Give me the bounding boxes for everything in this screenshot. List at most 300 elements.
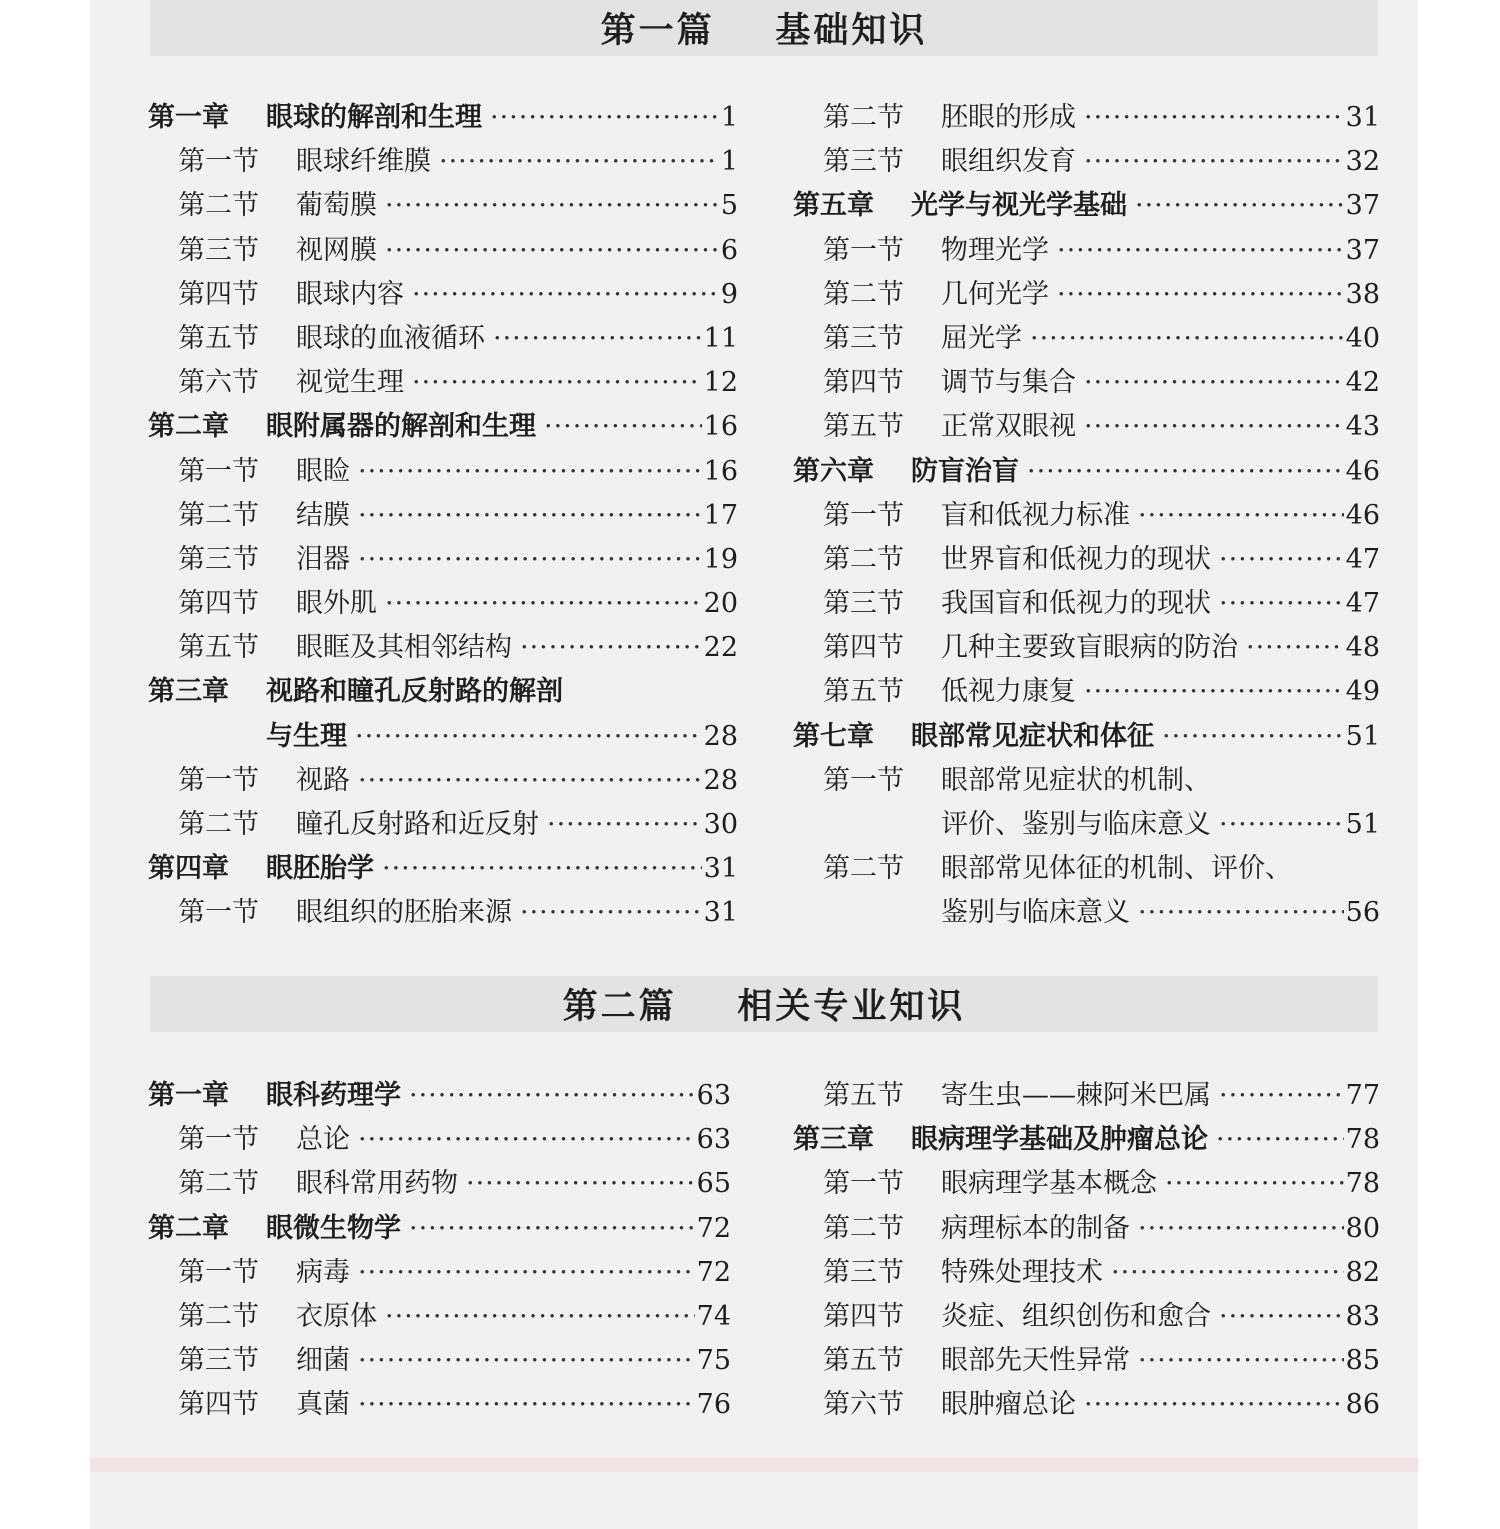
page-number: 5: [720, 190, 738, 222]
entry-number: 第二章: [148, 1212, 229, 1244]
page-number: 37: [1345, 234, 1380, 266]
dot-leader: [1084, 1383, 1344, 1427]
page-number: 31: [703, 897, 738, 929]
toc-section-entry: [793, 96, 1380, 140]
entry-title: 病毒: [296, 1256, 350, 1288]
toc-section-entry: [148, 1295, 731, 1339]
entry-number: 第四节: [178, 588, 259, 620]
toc-entry-line: [178, 626, 738, 670]
page-number: 28: [703, 720, 738, 752]
entry-number: 第四节: [823, 632, 904, 664]
toc-section-entry: [148, 1339, 731, 1383]
entry-title: 视路和瞳孔反射路的解剖: [266, 676, 563, 708]
page-number: 77: [1345, 1080, 1380, 1111]
entry-number: 第二节: [178, 499, 259, 531]
toc-column-left: [148, 96, 738, 936]
entry-title: 调节与集合: [941, 367, 1076, 399]
entry-title: 眼部常见症状和体征: [911, 720, 1154, 752]
toc-entry-line: [823, 1339, 1380, 1383]
entry-title: 寄生虫——棘阿米巴属: [941, 1080, 1211, 1111]
toc-chapter-entry: [148, 96, 738, 140]
page-number: 16: [703, 455, 738, 487]
page-number: 11: [703, 322, 738, 354]
dot-leader: [1084, 96, 1344, 140]
page-number: 80: [1345, 1212, 1380, 1244]
toc-entry-line: [823, 1207, 1380, 1251]
toc-section-entry: [148, 450, 738, 494]
page-number: 47: [1345, 588, 1380, 620]
page-number: 19: [703, 543, 738, 575]
entry-number: 第五节: [823, 1345, 904, 1377]
entry-number: 第五节: [178, 322, 259, 354]
entry-number: 第三节: [178, 543, 259, 575]
toc-entry-line: [148, 670, 738, 714]
entry-number: 第五节: [823, 411, 904, 443]
entry-title: 眼睑: [296, 455, 350, 487]
entry-title: 眼部先天性异常: [941, 1345, 1130, 1377]
dot-leader: [1057, 273, 1344, 317]
entry-number: 第三节: [823, 1256, 904, 1288]
toc-section-entry: [148, 891, 738, 935]
entry-title: 视觉生理: [296, 367, 404, 399]
page-number: 72: [696, 1256, 731, 1288]
page-number: 1: [720, 102, 738, 133]
page-number: 63: [696, 1080, 731, 1111]
entry-title: 真菌: [296, 1389, 350, 1421]
toc-chapter-entry: [148, 847, 738, 891]
entry-title: 眼球的血液循环: [296, 322, 485, 354]
page-number: 78: [1345, 1124, 1380, 1156]
toc-section-entry: [148, 803, 738, 847]
toc-entry-line: [793, 1118, 1380, 1162]
toc-section-entry: [148, 1251, 731, 1295]
dot-leader: [358, 538, 702, 582]
toc-entry-line: [178, 1251, 731, 1295]
page-number: 42: [1345, 367, 1380, 399]
entry-number: 第一章: [148, 102, 229, 133]
toc-entry-line: [178, 229, 738, 273]
entry-number: 第五节: [823, 676, 904, 708]
toc-section-entry: [148, 759, 738, 803]
entry-number: 第二节: [823, 278, 904, 310]
entry-title: 眼球内容: [296, 278, 404, 310]
entry-number: 第二节: [823, 853, 904, 885]
toc-section-entry: [148, 1118, 731, 1162]
dot-leader: [382, 847, 702, 891]
entry-number: 第四节: [178, 1389, 259, 1421]
page-number: 75: [696, 1345, 731, 1377]
dot-leader: [358, 494, 702, 538]
dot-leader: [355, 715, 702, 759]
entry-title: 物理光学: [941, 234, 1049, 266]
entry-title: 眼微生物学: [266, 1212, 401, 1244]
toc-entry-line: [178, 317, 738, 361]
page-number: 76: [696, 1389, 731, 1421]
dot-leader: [1084, 670, 1344, 714]
toc-section-entry: [148, 273, 738, 317]
page-number: 16: [703, 411, 738, 443]
toc-entry-line: [178, 1383, 731, 1427]
toc-entry-line: [823, 1383, 1380, 1427]
entry-title: 眼组织的胚胎来源: [296, 897, 512, 929]
toc-entry-line: [178, 1339, 731, 1383]
entry-number: 第七章: [793, 720, 874, 752]
toc-entry-line: [178, 759, 738, 803]
dot-leader: [520, 891, 702, 935]
entry-number: 第四章: [148, 853, 229, 885]
entry-title: 鉴别与临床意义: [941, 897, 1130, 929]
entry-title: 眼外肌: [296, 588, 377, 620]
entry-title: 特殊处理技术: [941, 1256, 1103, 1288]
toc-entry-line: [178, 450, 738, 494]
entry-number: 第三节: [823, 146, 904, 178]
toc-chapter-entry: [793, 184, 1380, 228]
toc-chapter-entry: [148, 1074, 731, 1118]
toc-chapter-entry: [793, 450, 1380, 494]
dot-leader: [412, 273, 719, 317]
toc-entry-line: [823, 626, 1380, 670]
entry-number: 第五节: [178, 632, 259, 664]
toc-section-entry: [793, 582, 1380, 626]
toc-section-entry: [793, 670, 1380, 714]
dot-leader: [1246, 626, 1344, 670]
toc-column-right: [793, 96, 1380, 936]
entry-number: 第三节: [178, 1345, 259, 1377]
dot-leader: [1030, 317, 1344, 361]
toc-section-entry: [148, 1383, 731, 1427]
toc-section-entry: [793, 803, 1380, 847]
entry-title: 眼胚胎学: [266, 853, 374, 885]
dot-leader: [1162, 715, 1344, 759]
toc-entry-line: [178, 538, 738, 582]
entry-title: 几种主要致盲眼病的防治: [941, 632, 1238, 664]
toc-section-entry: [793, 1339, 1380, 1383]
paper-edge-strip: [90, 1458, 1418, 1472]
dot-leader: [1084, 405, 1344, 449]
toc-entry-line: [941, 891, 1380, 935]
dot-leader: [1135, 184, 1344, 228]
page-number: 48: [1345, 632, 1380, 664]
page-number: 9: [720, 278, 738, 310]
entry-title: 泪器: [296, 543, 350, 575]
toc-entry-line: [178, 1162, 731, 1206]
dot-leader: [544, 405, 702, 449]
toc-section-entry: [148, 626, 738, 670]
dot-leader: [1138, 1207, 1344, 1251]
entry-title: 正常双眼视: [941, 411, 1076, 443]
dot-leader: [385, 184, 719, 228]
entry-title: 胚眼的形成: [941, 102, 1076, 133]
dot-leader: [358, 759, 702, 803]
toc-section-entry: [148, 1162, 731, 1206]
entry-title: 瞳孔反射路和近反射: [296, 809, 539, 840]
dot-leader: [358, 1118, 695, 1162]
dot-leader: [409, 1207, 695, 1251]
entry-title: 眼球纤维膜: [296, 146, 431, 178]
entry-number: 第五节: [823, 1080, 904, 1111]
toc-section-entry: [148, 538, 738, 582]
toc-entry-line: [823, 538, 1380, 582]
entry-number: 第二节: [823, 1212, 904, 1244]
toc-entry-line: [823, 405, 1380, 449]
dot-leader: [1138, 494, 1344, 538]
dot-leader: [358, 1339, 695, 1383]
toc-section-entry: [793, 626, 1380, 670]
dot-leader: [409, 1074, 695, 1118]
entry-number: 第二节: [178, 1300, 259, 1332]
dot-leader: [1057, 229, 1344, 273]
toc-chapter-entry: [148, 1207, 731, 1251]
toc-chapter-entry: [148, 405, 738, 449]
dot-leader: [1084, 140, 1344, 184]
toc-section-entry: [793, 317, 1380, 361]
part-title: 第二篇 相关专业知识: [562, 986, 966, 1027]
dot-leader: [385, 229, 719, 273]
entry-title: 眼部常见体征的机制、评价、: [941, 853, 1292, 885]
toc-entry-line: [178, 582, 738, 626]
toc-entry-line: [823, 670, 1380, 714]
toc-section-entry: [148, 494, 738, 538]
entry-number: 第一节: [178, 146, 259, 178]
entry-title: 光学与视光学基础: [911, 190, 1127, 222]
toc-section-entry: [793, 1207, 1380, 1251]
entry-number: 第一节: [823, 764, 904, 796]
toc-section-entry: [793, 1251, 1380, 1295]
toc-entry-line: [823, 759, 1380, 803]
toc-section-entry: [148, 317, 738, 361]
toc-entry-line: [941, 803, 1380, 847]
toc-entry-line: [178, 803, 738, 847]
part-heading-band: [150, 0, 1378, 56]
toc-entry-line: [178, 1295, 731, 1339]
toc-section-entry: [148, 715, 738, 759]
entry-number: 第二节: [823, 543, 904, 575]
toc-entry-line: [148, 405, 738, 449]
toc-entry-line: [823, 273, 1380, 317]
toc-section-entry: [793, 229, 1380, 273]
dot-leader: [412, 361, 702, 405]
dot-leader: [547, 803, 702, 847]
dot-leader: [358, 450, 702, 494]
entry-number: 第一章: [148, 1080, 229, 1111]
dot-leader: [1216, 1118, 1344, 1162]
entry-number: 第一节: [178, 455, 259, 487]
toc-entry-line: [823, 1251, 1380, 1295]
toc-section-entry: [793, 494, 1380, 538]
entry-title: 眼球的解剖和生理: [266, 102, 482, 133]
page-number: 49: [1345, 676, 1380, 708]
toc-entry-line: [823, 1295, 1380, 1339]
toc-entry-line: [266, 715, 738, 759]
page-number: 86: [1345, 1389, 1380, 1421]
page-number: 46: [1345, 499, 1380, 531]
dot-leader: [1138, 891, 1344, 935]
entry-title: 眼科常用药物: [296, 1168, 458, 1200]
entry-number: 第二节: [178, 190, 259, 222]
entry-number: 第六节: [178, 367, 259, 399]
page-number: 56: [1345, 897, 1380, 929]
page-number: 31: [1345, 102, 1380, 133]
toc-entry-line: [823, 1162, 1380, 1206]
page-number: 65: [696, 1168, 731, 1200]
entry-number: 第一节: [823, 499, 904, 531]
toc-column-right: [793, 1074, 1380, 1428]
entry-number: 第四节: [823, 1300, 904, 1332]
entry-title: 葡萄膜: [296, 190, 377, 222]
entry-number: 第五章: [793, 190, 874, 222]
toc-entry-line: [178, 1118, 731, 1162]
toc-entry-line: [793, 715, 1380, 759]
page-number: 1: [720, 146, 738, 178]
page-number: 63: [696, 1124, 731, 1156]
page-number: 32: [1345, 146, 1380, 178]
entry-title: 炎症、组织创伤和愈合: [941, 1300, 1211, 1332]
toc-section-entry: [148, 582, 738, 626]
entry-number: 第三节: [178, 234, 259, 266]
toc-section-entry: [793, 140, 1380, 184]
toc-section-entry: [793, 1162, 1380, 1206]
entry-title: 低视力康复: [941, 676, 1076, 708]
dot-leader: [1219, 582, 1344, 626]
toc-section-entry: [148, 361, 738, 405]
page-number: 51: [1345, 809, 1380, 840]
entry-title: 衣原体: [296, 1300, 377, 1332]
toc-entry-line: [823, 96, 1380, 140]
entry-number: 第三节: [823, 588, 904, 620]
dot-leader: [385, 582, 702, 626]
toc-section-entry: [793, 759, 1380, 803]
part-title: 第一篇 基础知识: [600, 10, 928, 51]
toc-entry-line: [823, 229, 1380, 273]
entry-number: 第一节: [178, 1256, 259, 1288]
entry-number: 第二节: [178, 1168, 259, 1200]
toc-entry-line: [823, 317, 1380, 361]
toc-chapter-entry: [148, 670, 738, 714]
dot-leader: [1219, 1295, 1344, 1339]
entry-title: 我国盲和低视力的现状: [941, 588, 1211, 620]
dot-leader: [1219, 1074, 1344, 1118]
dot-leader: [490, 96, 719, 140]
page-number: 17: [703, 499, 738, 531]
dot-leader: [466, 1162, 695, 1206]
entry-number: 第三章: [793, 1124, 874, 1156]
toc-section-entry: [148, 229, 738, 273]
toc-chapter-entry: [793, 1118, 1380, 1162]
entry-title: 防盲治盲: [911, 455, 1019, 487]
entry-number: 第四节: [823, 367, 904, 399]
entry-title: 评价、鉴别与临床意义: [941, 809, 1211, 840]
toc-entry-line: [823, 1074, 1380, 1118]
dot-leader: [1111, 1251, 1344, 1295]
entry-title: 眼组织发育: [941, 146, 1076, 178]
dot-leader: [358, 1383, 695, 1427]
page-number: 85: [1345, 1345, 1380, 1377]
toc-entry-line: [148, 847, 738, 891]
dot-leader: [1219, 538, 1344, 582]
toc-entry-line: [178, 273, 738, 317]
toc-entry-line: [178, 184, 738, 228]
entry-title: 盲和低视力标准: [941, 499, 1130, 531]
dot-leader: [493, 317, 702, 361]
entry-number: 第六节: [823, 1389, 904, 1421]
page-number: 31: [703, 853, 738, 885]
part-heading-band: [150, 976, 1378, 1032]
toc-entry-line: [148, 1207, 731, 1251]
page-number: 46: [1345, 455, 1380, 487]
toc-entry-line: [178, 361, 738, 405]
entry-title: 眼科药理学: [266, 1080, 401, 1111]
toc-entry-line: [178, 494, 738, 538]
toc-entry-line: [823, 494, 1380, 538]
entry-number: 第三节: [823, 322, 904, 354]
page-number: 78: [1345, 1168, 1380, 1200]
entry-title: 细菌: [296, 1345, 350, 1377]
dot-leader: [358, 1251, 695, 1295]
entry-title: 屈光学: [941, 322, 1022, 354]
entry-title: 病理标本的制备: [941, 1212, 1130, 1244]
toc-entry-line: [823, 582, 1380, 626]
entry-title: 眼部常见症状的机制、: [941, 764, 1211, 796]
dot-leader: [1165, 1162, 1344, 1206]
entry-number: 第四节: [178, 278, 259, 310]
page-number: 38: [1345, 278, 1380, 310]
entry-title: 眼附属器的解剖和生理: [266, 411, 536, 443]
entry-number: 第一节: [823, 234, 904, 266]
page-number: 82: [1345, 1256, 1380, 1288]
entry-number: 第二节: [178, 809, 259, 840]
toc-section-entry: [793, 1383, 1380, 1427]
entry-number: 第一节: [178, 1124, 259, 1156]
toc-chapter-entry: [793, 715, 1380, 759]
page-number: 51: [1345, 720, 1380, 752]
entry-title: 视路: [296, 764, 350, 796]
toc-entry-line: [823, 140, 1380, 184]
toc-section-entry: [793, 273, 1380, 317]
toc-entry-line: [823, 361, 1380, 405]
toc-section-entry: [148, 140, 738, 184]
entry-title: 几何光学: [941, 278, 1049, 310]
toc-section-entry: [793, 847, 1380, 891]
page-number: 12: [703, 367, 738, 399]
page-number: 43: [1345, 411, 1380, 443]
toc-entry-line: [793, 184, 1380, 228]
entry-number: 第六章: [793, 455, 874, 487]
toc-section-entry: [793, 405, 1380, 449]
dot-leader: [520, 626, 702, 670]
toc-section-entry: [793, 891, 1380, 935]
entry-title: 视网膜: [296, 234, 377, 266]
entry-title: 眼肿瘤总论: [941, 1389, 1076, 1421]
page-number: 22: [703, 632, 738, 664]
entry-number: 第一节: [178, 897, 259, 929]
toc-entry-line: [178, 140, 738, 184]
toc-entry-line: [823, 847, 1380, 891]
entry-title: 世界盲和低视力的现状: [941, 543, 1211, 575]
dot-leader: [1084, 361, 1344, 405]
entry-title: 眼病理学基本概念: [941, 1168, 1157, 1200]
toc-entry-line: [178, 891, 738, 935]
toc-section-entry: [793, 538, 1380, 582]
entry-number: 第二节: [823, 102, 904, 133]
toc-section-entry: [793, 361, 1380, 405]
dot-leader: [439, 140, 719, 184]
page-number: 6: [720, 234, 738, 266]
entry-title: 结膜: [296, 499, 350, 531]
page-number: 47: [1345, 543, 1380, 575]
page-number: 30: [703, 809, 738, 840]
toc-section-entry: [148, 184, 738, 228]
page-number: 72: [696, 1212, 731, 1244]
